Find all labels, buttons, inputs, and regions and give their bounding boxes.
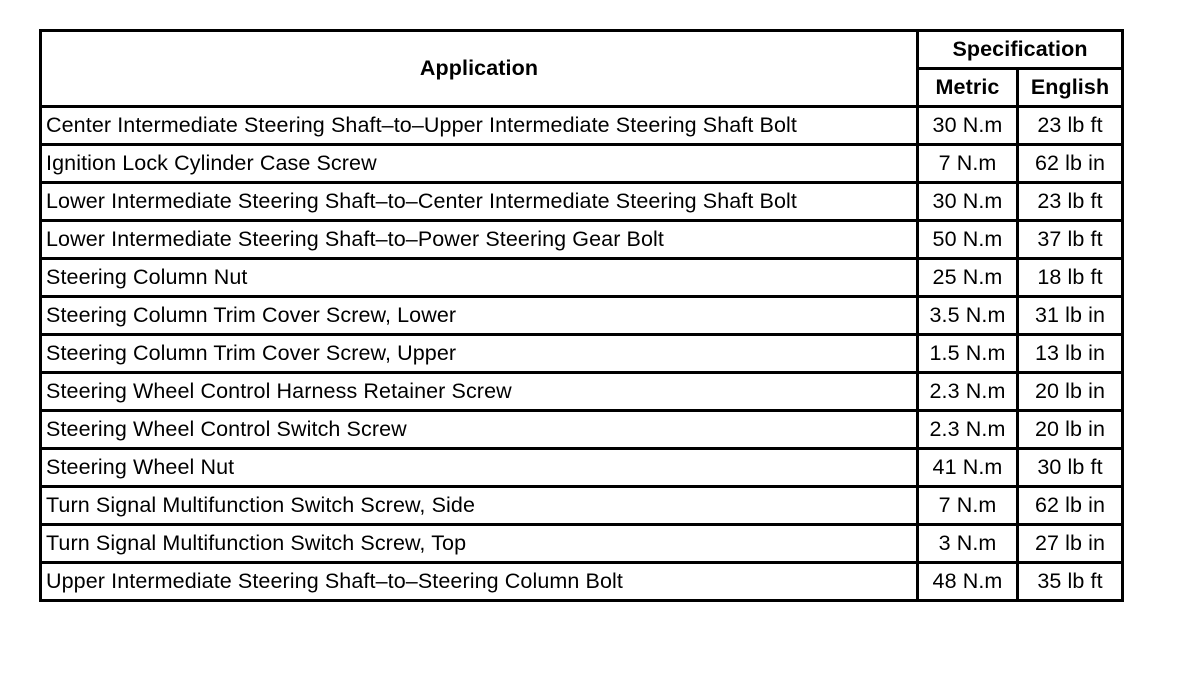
table-row	[41, 525, 1123, 563]
english-cell: 62 lb in	[1018, 145, 1123, 183]
application-cell: Steering Wheel Control Harness Retainer Screw	[41, 373, 918, 411]
english-cell: 20 lb in	[1018, 373, 1123, 411]
table-row	[41, 449, 1123, 487]
metric-cell: 7 N.m	[918, 487, 1018, 525]
specification-column-header: Specification	[918, 31, 1123, 69]
header-row-top	[41, 31, 1123, 69]
metric-cell: 1.5 N.m	[918, 335, 1018, 373]
metric-cell: 41 N.m	[918, 449, 1018, 487]
metric-cell: 50 N.m	[918, 221, 1018, 259]
application-cell: Turn Signal Multifunction Switch Screw, Top	[41, 525, 918, 563]
table-row	[41, 563, 1123, 601]
english-cell: 23 lb ft	[1018, 107, 1123, 145]
table-header	[41, 31, 1123, 107]
table-body	[41, 107, 1123, 601]
table-row	[41, 145, 1123, 183]
metric-cell: 30 N.m	[918, 183, 1018, 221]
table-row	[41, 107, 1123, 145]
metric-cell: 3.5 N.m	[918, 297, 1018, 335]
application-cell: Steering Wheel Control Switch Screw	[41, 411, 918, 449]
english-cell: 30 lb ft	[1018, 449, 1123, 487]
metric-cell: 48 N.m	[918, 563, 1018, 601]
metric-cell: 2.3 N.m	[918, 411, 1018, 449]
english-cell: 37 lb ft	[1018, 221, 1123, 259]
table-row	[41, 183, 1123, 221]
application-column-header: Application	[41, 31, 918, 107]
metric-cell: 7 N.m	[918, 145, 1018, 183]
english-cell: 62 lb in	[1018, 487, 1123, 525]
torque-specification-table	[39, 29, 1124, 602]
english-cell: 20 lb in	[1018, 411, 1123, 449]
english-cell: 31 lb in	[1018, 297, 1123, 335]
application-cell: Turn Signal Multifunction Switch Screw, Side	[41, 487, 918, 525]
table-row	[41, 373, 1123, 411]
application-cell: Steering Wheel Nut	[41, 449, 918, 487]
table-row	[41, 335, 1123, 373]
application-cell: Steering Column Nut	[41, 259, 918, 297]
table-row	[41, 259, 1123, 297]
english-column-header: English	[1018, 69, 1123, 107]
application-cell: Steering Column Trim Cover Screw, Lower	[41, 297, 918, 335]
metric-cell: 2.3 N.m	[918, 373, 1018, 411]
table-row	[41, 411, 1123, 449]
english-cell: 35 lb ft	[1018, 563, 1123, 601]
table-row	[41, 487, 1123, 525]
english-cell: 13 lb in	[1018, 335, 1123, 373]
application-cell: Lower Intermediate Steering Shaft–to–Power Steering Gear Bolt	[41, 221, 918, 259]
metric-cell: 3 N.m	[918, 525, 1018, 563]
metric-cell: 25 N.m	[918, 259, 1018, 297]
application-cell: Steering Column Trim Cover Screw, Upper	[41, 335, 918, 373]
application-cell: Upper Intermediate Steering Shaft–to–Steering Column Bolt	[41, 563, 918, 601]
table-row	[41, 297, 1123, 335]
application-cell: Center Intermediate Steering Shaft–to–Upper Intermediate Steering Shaft Bolt	[41, 107, 918, 145]
table-row	[41, 221, 1123, 259]
english-cell: 23 lb ft	[1018, 183, 1123, 221]
application-cell: Lower Intermediate Steering Shaft–to–Center Intermediate Steering Shaft Bolt	[41, 183, 918, 221]
application-cell: Ignition Lock Cylinder Case Screw	[41, 145, 918, 183]
english-cell: 18 lb ft	[1018, 259, 1123, 297]
english-cell: 27 lb in	[1018, 525, 1123, 563]
metric-column-header: Metric	[918, 69, 1018, 107]
metric-cell: 30 N.m	[918, 107, 1018, 145]
